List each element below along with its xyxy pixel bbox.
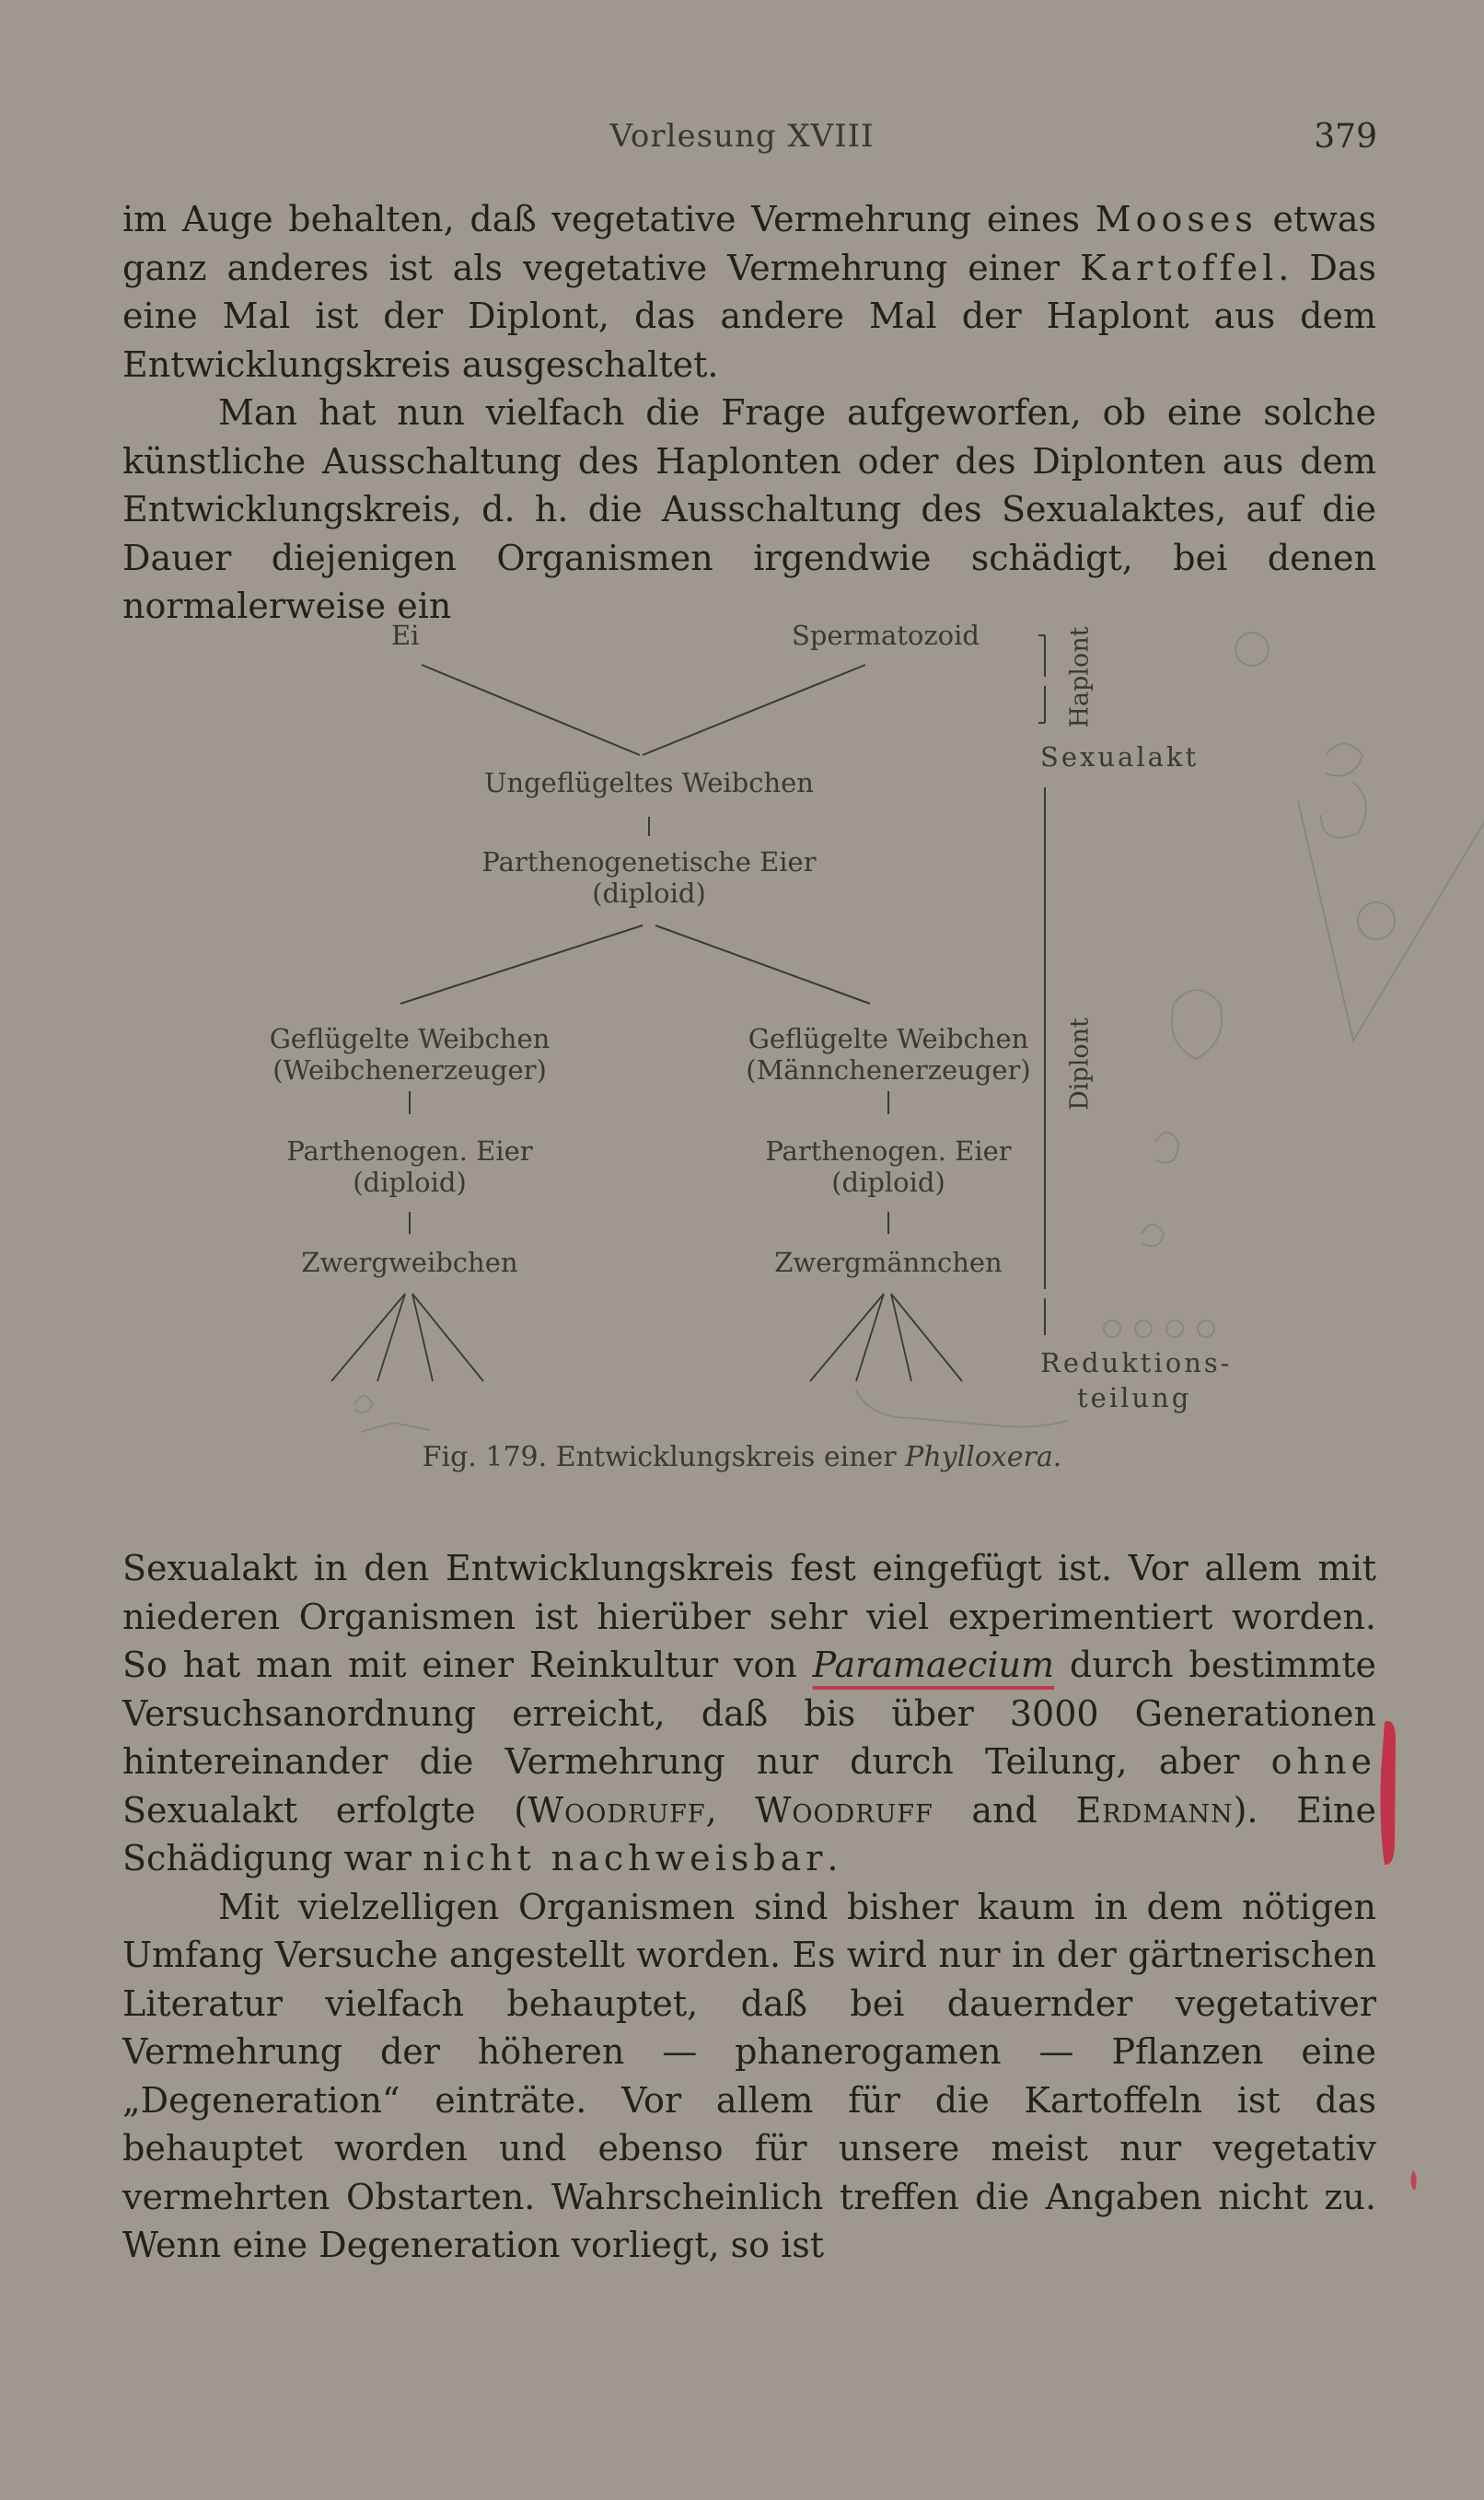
- paragraph-4: Mit vielzelligen Organismen sind bisher kaum in dem nötigen Umfang Versuche angestellt worden. Es wird nur in der gärtnerischen Literatur vielfach behauptet, daß bei dauernder vegetativer Vermehrung der höheren — phanerogamen — Pflanzen eine „Degeneration“ einträte. Vor allem für die Kartoffeln ist das behauptet worden und ebenso für unsere meist nur vegetativ vermehrten Obstarten. Wahrscheinlich treffen die Angaben nicht zu. Wenn eine Degeneration vorliegt, so ist: [122, 1886, 1376, 2265]
- label-reduktionsteilung-2: teilung: [1077, 1382, 1192, 1413]
- figure-179: [0, 599, 1484, 1501]
- label-diploid-center: (diploid): [592, 878, 706, 909]
- text-run: Sexualakt in den Entwicklungskreis fest eingefügt ist. Vor allem mit niederen Organismen ist hierüber sehr viel experimentiert worden. So hat man mit einer Reinkultur von: [122, 1548, 1376, 1685]
- label-parthenogenetische-eier: Parthenogenetische Eier: [481, 846, 817, 878]
- paragraph-3: [122, 1544, 1376, 1883]
- emphasis-ohne: ohne: [1270, 1741, 1376, 1782]
- label-spermatozoid: Spermatozoid: [792, 620, 980, 651]
- label-ungefluegeltes-weibchen: Ungeflügeltes Weibchen: [484, 767, 814, 798]
- text-run: ,: [705, 1789, 756, 1831]
- label-ei: Ei: [391, 620, 420, 651]
- label-haplont: Haplont: [1065, 626, 1095, 728]
- label-reduktionsteilung-1: Reduktions-: [1040, 1347, 1233, 1378]
- text-run: Sexualakt erfolgte (: [122, 1789, 528, 1831]
- caption-species: Phylloxera.: [905, 1441, 1062, 1473]
- label-left-parthenogen-eier: Parthenogen. Eier: [286, 1135, 533, 1167]
- label-diplont: Diplont: [1065, 1017, 1095, 1110]
- text-run: ). Eine Schädigung war: [122, 1789, 1376, 1878]
- label-zwergweibchen: Zwergweibchen: [301, 1247, 518, 1278]
- label-right-parthenogen-eier: Parthenogen. Eier: [765, 1135, 1012, 1167]
- text-run: im Auge behalten, daß vegetative Vermehrung eines: [122, 199, 1096, 239]
- label-right-diploid: (diploid): [831, 1167, 945, 1198]
- label-left-diploid: (diploid): [353, 1167, 467, 1198]
- author-erdmann: Erdmann: [1075, 1789, 1234, 1831]
- text-run: etwas ganz anderes ist als vegetative Vermehrung einer: [122, 199, 1376, 288]
- text-run: .: [827, 1838, 839, 1878]
- label-zwergmaennchen: Zwergmännchen: [774, 1247, 1003, 1278]
- running-head: [0, 118, 1484, 164]
- paragraph-2: Man hat nun vielfach die Frage aufgeworfen, ob eine solche künstliche Ausschaltung des Haplonten oder des Diplonten aus dem Entwicklungskreis, d. h. die Ausschaltung des Sexualaktes, auf die Dauer diejenigen Organismen irgendwie schädigt, bei denen normalerweise ein: [122, 392, 1376, 626]
- caption-text: Fig. 179. Entwicklungskreis einer: [422, 1441, 906, 1473]
- figure-caption: [0, 1441, 1484, 1473]
- emphasis-kartoffel: Kartoffel: [1080, 247, 1279, 288]
- red-margin-mark: [1372, 1717, 1409, 1874]
- text-run: and: [933, 1789, 1076, 1831]
- top-text-block: [122, 195, 1376, 631]
- label-weibchenerzeuger: (Weibchenerzeuger): [272, 1054, 547, 1086]
- bottom-text-block: [122, 1544, 1376, 2270]
- author-woodruff-2: Woodruff: [755, 1789, 933, 1831]
- label-left-gefluegelte-weibchen: Geflügelte Weibchen: [269, 1023, 551, 1054]
- label-right-gefluegelte-weibchen: Geflügelte Weibchen: [748, 1023, 1029, 1054]
- label-maennchenerzeuger: (Männchenerzeuger): [746, 1054, 1031, 1086]
- label-sexualakt: Sexualakt: [1040, 741, 1200, 773]
- text-run: . Das eine Mal ist der Diplont, das andere Mal der Haplont aus dem Entwicklungskreis ausgeschaltet.: [122, 247, 1376, 385]
- author-woodruff: Woodruff: [528, 1789, 706, 1831]
- text-run: durch bestimmte Versuchsanordnung erreicht, daß bis über 3000 Generationen hintereinander die Vermehrung nur durch Teilung, aber: [122, 1645, 1376, 1782]
- emphasis-nicht-nachweisbar: nicht nachweisbar: [423, 1838, 828, 1878]
- red-margin-dot: [1404, 2169, 1422, 2194]
- page-number: 379: [1314, 118, 1377, 156]
- italic-paramaecium: Paramaecium: [812, 1645, 1055, 1685]
- emphasis-mooses: Mooses: [1095, 199, 1258, 239]
- running-title: Vorlesung XVIII: [609, 118, 875, 155]
- paragraph-1: [122, 195, 1376, 389]
